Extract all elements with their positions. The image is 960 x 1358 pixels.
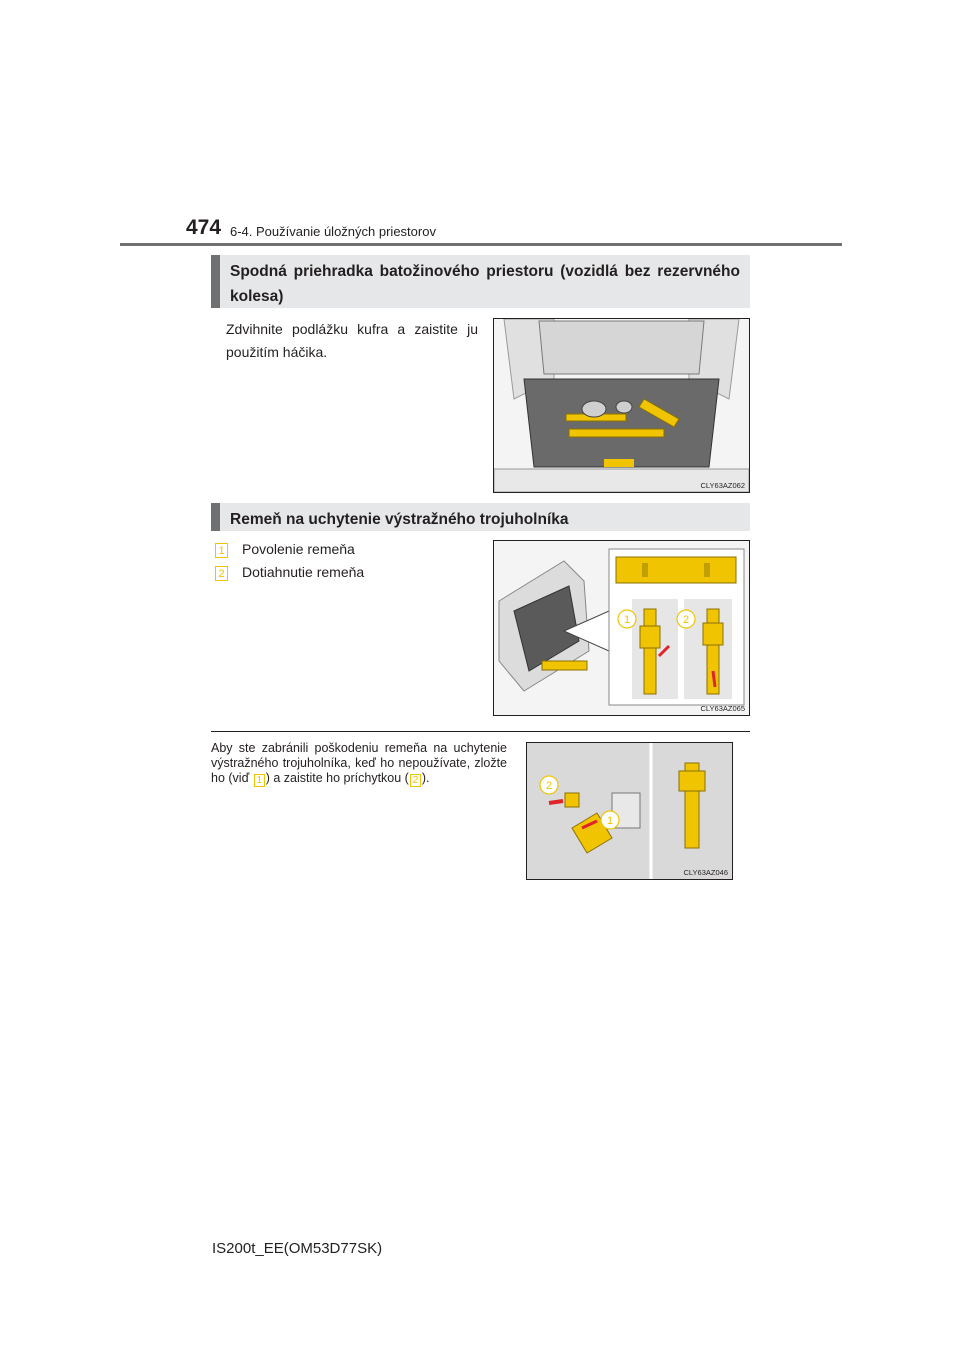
header-divider	[120, 243, 842, 246]
figure-callout: 2	[545, 780, 553, 792]
document-id: IS200t_EE(OM53D77SK)	[212, 1240, 383, 1257]
reference-badge: 1	[254, 774, 265, 787]
section-heading-triangle-strap: Remeň na uchytenie výstražného trojuholníka	[211, 503, 750, 531]
strap-storage-figure	[526, 742, 733, 880]
section-heading-lower-compartment: Spodná priehradka batožinového priestoru (vozidlá bez rezervného kolesa)	[211, 255, 750, 308]
item-number-badge: 1	[215, 543, 228, 558]
page-number: 474	[186, 216, 222, 239]
note-divider	[211, 731, 750, 732]
item-loosen-strap: Povolenie remeňa	[242, 541, 355, 557]
trunk-floor-figure	[493, 318, 750, 493]
figure-code: CLY63AZ046	[683, 868, 728, 877]
item-number-badge: 2	[215, 566, 228, 581]
figure-callout: 1	[606, 815, 614, 827]
figure-callout: 1	[623, 614, 631, 626]
strap-illustration	[494, 541, 749, 715]
figure-code: CLY63AZ062	[700, 481, 745, 490]
item-tighten-strap: Dotiahnutie remeňa	[242, 564, 365, 580]
figure-code: CLY63AZ065	[700, 704, 745, 713]
trunk-illustration	[494, 319, 749, 492]
storage-note: Aby ste zabránili poškodeniu remeňa na uchytenie výstražného trojuholníka, keď ho nepoužívate, zložte ho (viď 1 ) a zaistite ho príchytkou ( 2 ).	[211, 741, 507, 786]
triangle-strap-figure	[493, 540, 750, 716]
storage-illustration	[527, 743, 732, 879]
chapter-title: 6-4. Používanie úložných priestorov	[230, 224, 436, 239]
section1-paragraph: Zdvihnite podlážku kufra a zaistite ju použitím háčika.	[226, 321, 478, 360]
figure-callout: 2	[682, 614, 690, 626]
reference-badge: 2	[410, 774, 421, 787]
